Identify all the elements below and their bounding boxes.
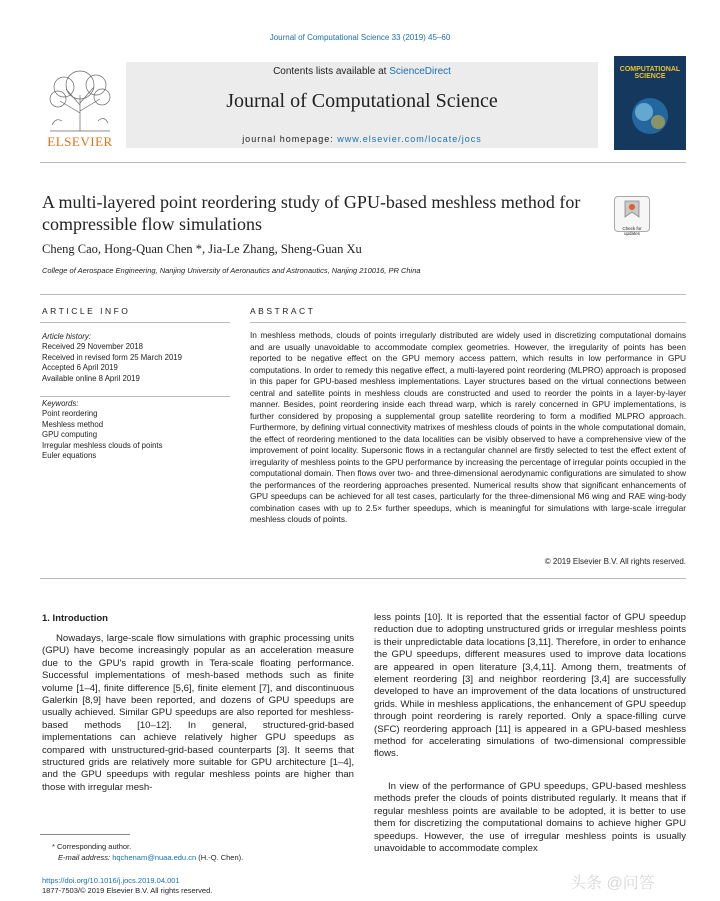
keywords-rule bbox=[40, 396, 230, 397]
keywords-block bbox=[42, 399, 232, 461]
tree-icon bbox=[40, 65, 120, 133]
introduction-heading: 1. Introduction bbox=[42, 613, 108, 624]
history-item: Received in revised form 25 March 2019 bbox=[42, 352, 182, 362]
header-divider bbox=[40, 162, 686, 163]
intro-left-paragraph: Nowadays, large-scale flow simulations with graphic processing units (GPU) have become increasingly popular as an acceleration measure due to the GPU's rapid growth in Tera-scale floating performance. Successful implementations of mesh-based methods such as finite volume [1–4], finite difference [5,6], finite element [7], and discontinuous Galerkin [8,9] have been reported, and dozens of GPU speedups are usually achieved. Similar GPU speedups are also reported for meshless-based methods [10–12]. In general, structured-grid-based implementations can achieve relatively higher GPU speedups as compared with unstructured-grid-based counterparts [3]. It seems that structured grids are relatively more suitable for GPU architecture [1–4], and the GPU speedups with regular meshless points are higher than those with irregular mesh- bbox=[42, 633, 354, 793]
article-title: A multi-layered point reordering study of GPU-based meshless method for compressible flow simulations bbox=[42, 192, 581, 234]
email-label: E-mail address: bbox=[58, 853, 113, 862]
homepage-line bbox=[126, 134, 598, 144]
bookmark-icon bbox=[615, 197, 649, 221]
footnote-rule bbox=[40, 834, 130, 835]
history-label: Article history: bbox=[42, 332, 91, 341]
cover-title: COMPUTATIONAL SCIENCE bbox=[619, 66, 681, 80]
publisher-name: ELSEVIER bbox=[47, 134, 113, 149]
affiliation: College of Aerospace Engineering, Nanjing University of Aeronautics and Astronautics, Nanjing 210016, PR China bbox=[42, 266, 421, 275]
keyword-item: Irregular meshless clouds of points bbox=[42, 440, 163, 450]
watermark: 头条 @问答 bbox=[570, 875, 655, 892]
abstract-heading: ABSTRACT bbox=[250, 306, 316, 316]
doi-link[interactable]: https://doi.org/10.1016/j.jocs.2019.04.001 bbox=[42, 876, 180, 885]
author-list: Cheng Cao, Hong-Quan Chen *, Jia-Le Zhang, Sheng-Guan Xu bbox=[42, 242, 362, 256]
homepage-link[interactable]: www.elsevier.com/locate/jocs bbox=[337, 134, 482, 144]
history-item: Available online 8 April 2019 bbox=[42, 373, 140, 383]
sciencedirect-link[interactable]: ScienceDirect bbox=[389, 66, 451, 77]
abstract-text: In meshless methods, clouds of points irregularly distributed are widely used in discretizing computational domains and are usually unavoidable to accommodate complex geometries. However, the irregularity of points has been reported to be negative effect on the GPU memory access pattern, which results in low performance in GPU computations. In order to remedy this negative effect, a multi-layered point reordering (MLPRO) approach is proposed in this paper for GPU-based meshless implementations. Layer structures based on the virtual connections between central and satellite points in meshless clouds are constructed and used to reorder the points in a layer-by-layer manner. Besides, point reordering inside each thread warp, which is rarely concerned in GPU implementations, is further considered by proposing a supplemental group satellite reordering to form a modified MLPRO approach. Furthermore, by defining virtual connectivity matrixes of meshless clouds of points in the whole computational domain, the effect of reordering mentioned to the data localities can be visibly observed to have a comprehensive view of the improvement of point locality. Supersonic flows in a rectangular channel are firstly selected to test the effect extent of irregularity of meshless points to the GPU performance by increasing the percentage of irregular points occupied in the computational domain. Then flows over two- and three-dimensional aerodynamic configurations are simulated to show the performances of the reordering approaches presented. Numerical results show that significant enhancements of GPU speedups can be achieved for all test cases, particularly for the three-dimensional M6 wing and RAE wing-body combination cases with up to 2.5× further speedups, which is meaningful for simulations with large-scale irregular meshless clouds of points. bbox=[250, 330, 686, 524]
keywords-label: Keywords: bbox=[42, 399, 79, 408]
intro-right-paragraph-2: In view of the performance of GPU speedups, GPU-based meshless methods prefer the clouds of points distributed regularly. It means that if regular meshless points are available to be adopted, it is better to use them for discretizing the computational domains to achieve higher GPU speedups. However, the use of irregular meshless points is usually unavoidable to accommodate complex bbox=[374, 781, 686, 855]
history-item: Accepted 6 April 2019 bbox=[42, 363, 118, 373]
contents-line bbox=[126, 66, 598, 77]
abstract-rule bbox=[250, 322, 686, 323]
abstract-copyright: © 2019 Elsevier B.V. All rights reserved. bbox=[544, 557, 686, 566]
intro-right-paragraph: less points [10]. It is reported that the essential factor of GPU speedup reduction due to adopting unstructured grids or irregular meshless points is their unpredictable data locations [3,11]. Therefore, in order to enhance the GPU speedups, different measures used to improve data locations are appeared in open literature [3,4,11]. Among them, treatments of element reordering [3] and neighbor reordering [3,4] are successfully developed to have an improvement of the data locations of unstructured grids. While in meshless applications, the enhancement of GPU speedup through point reordering is rarely reported. Only a space-filling curve (SFC) reordering approach [11] is appeared in a GPU-based meshless method for accelerating simulations of two-dimensional compressible flows. bbox=[374, 612, 686, 760]
article-history bbox=[42, 332, 232, 384]
history-item: Received 29 November 2018 bbox=[42, 342, 143, 352]
info-rule bbox=[40, 322, 230, 323]
journal-title: Journal of Computational Science bbox=[226, 90, 498, 112]
corresponding-author: * Corresponding author. bbox=[52, 842, 132, 851]
homepage-prefix: journal homepage: bbox=[242, 134, 338, 144]
email-line bbox=[58, 853, 243, 862]
check-updates-button[interactable] bbox=[614, 196, 650, 236]
cover-art-icon bbox=[614, 56, 686, 150]
keyword-item: Point reordering bbox=[42, 409, 98, 419]
journal-cover[interactable] bbox=[614, 56, 686, 150]
keyword-item: Euler equations bbox=[42, 451, 97, 461]
email-link[interactable]: hqchenam@nuaa.edu.cn bbox=[112, 853, 197, 862]
email-suffix: (H.-Q. Chen). bbox=[196, 853, 244, 862]
journal-reference[interactable]: Journal of Computational Science 33 (2019) 45–60 bbox=[269, 33, 451, 42]
check-updates-label: Check for updates bbox=[622, 226, 642, 236]
abstract-divider bbox=[40, 578, 686, 579]
article-info-heading: ARTICLE INFO bbox=[42, 306, 131, 316]
keyword-item: Meshless method bbox=[42, 419, 104, 429]
contents-prefix: Contents lists available at bbox=[273, 66, 390, 77]
keyword-item: GPU computing bbox=[42, 430, 98, 440]
title-divider bbox=[40, 294, 686, 295]
issn-line: 1877-7503/© 2019 Elsevier B.V. All rights reserved. bbox=[42, 886, 213, 895]
